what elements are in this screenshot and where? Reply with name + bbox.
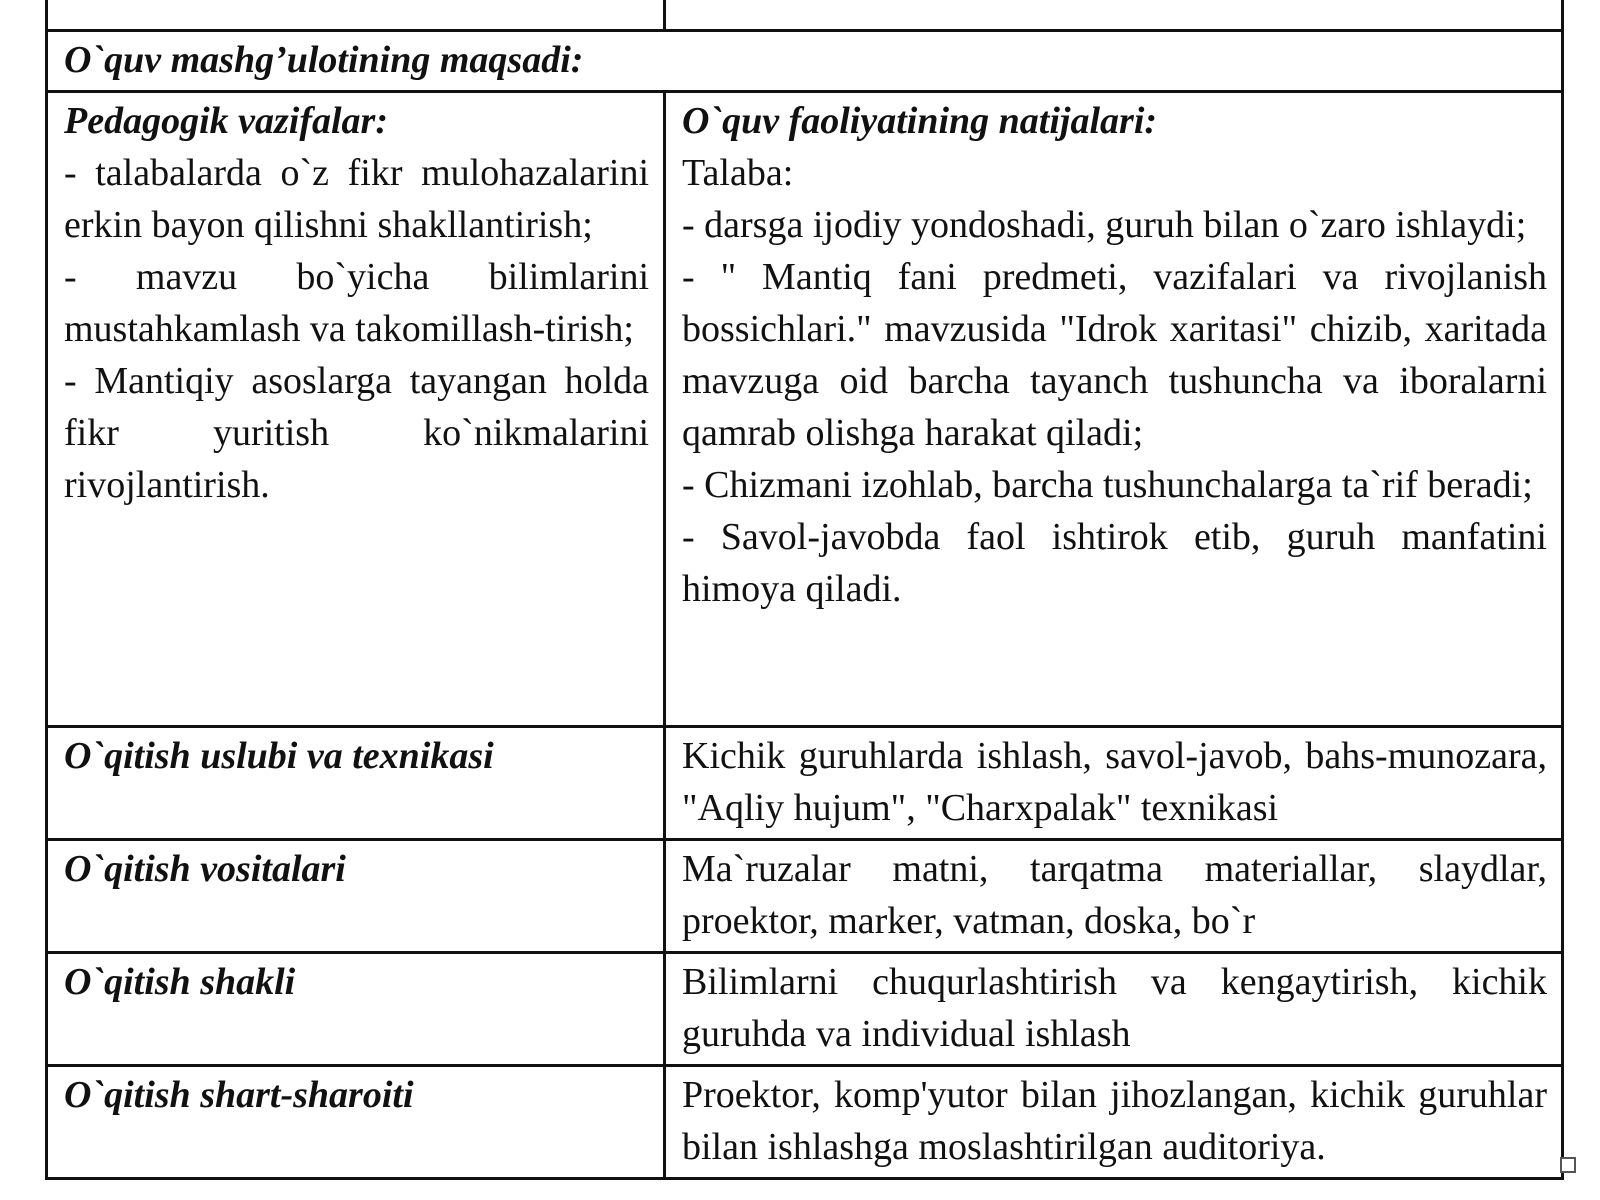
empty-cell-left [47,0,665,31]
tasks-heading: Pedagogik vazifalar: [64,100,389,142]
conditions-label: O`qitish shart-sharoiti [47,1066,665,1179]
table-row-conditions [47,1066,1563,1179]
task-item: - talabalarda o`z fikr mulohazalarini erkin bayon qilishni shakllantirish; [64,152,649,246]
results-intro: Talaba: [682,152,794,194]
goal-header-cell [47,31,1563,92]
method-label: O`qitish uslubi va texnikasi [47,727,665,840]
results-heading: O`quv faoliyatining natijalari: [682,100,1158,142]
form-label: O`qitish shakli [47,953,665,1066]
task-item: - Mantiqiy asoslarga tayangan holda fikr yuritish ko`nikmalarini rivojlantirish. [64,360,649,506]
result-item: - Savol-javobda faol ishtirok etib, guruh manfatini himoya qiladi. [682,516,1547,610]
method-value: Kichik guruhlarda ishlash, savol-javob, bahs-munozara, "Aqliy hujum", "Charxpalak" texnikasi [665,727,1563,840]
lesson-plan-table [45,0,1564,1180]
tools-label: O`qitish vositalari [47,840,665,953]
empty-cell-right [665,0,1563,31]
result-item: - " Mantiq fani predmeti, vazifalari va rivojlanish bossichlari." mavzusida "Idrok xaritasi" chizib, xaritada mavzuga oid barcha tayanch tushuncha va iboralarni qamrab olishga harakat qiladi; [682,256,1547,454]
table-row-form [47,953,1563,1066]
table-row-method [47,727,1563,840]
goal-header: O`quv mashg’ulotining maqsadi: [64,39,584,81]
results-cell [665,92,1563,727]
table-row-goal [47,31,1563,92]
result-item: - Chizmani izohlab, barcha tushunchalarga ta`rif beradi; [682,464,1533,506]
task-item: - mavzu bo`yicha bilimlarini mustahkamlash va takomillash-tirish; [64,256,649,350]
table-resize-handle-icon[interactable] [1560,1157,1576,1173]
tools-value: Ma`ruzalar matni, tarqatma materiallar, slaydlar, proektor, marker, vatman, doska, bo`r [665,840,1563,953]
tasks-cell [47,92,665,727]
conditions-value: Proektor, komp'yutor bilan jihozlangan, kichik guruhlar bilan ishlashga moslashtirilgan auditoriya. [665,1066,1563,1179]
table-row-tasks-results [47,92,1563,727]
table-row-empty [47,0,1563,31]
form-value: Bilimlarni chuqurlashtirish va kengaytirish, kichik guruhda va individual ishlash [665,953,1563,1066]
table-row-tools [47,840,1563,953]
result-item: - darsga ijodiy yondoshadi, guruh bilan o`zaro ishlaydi; [682,204,1527,246]
